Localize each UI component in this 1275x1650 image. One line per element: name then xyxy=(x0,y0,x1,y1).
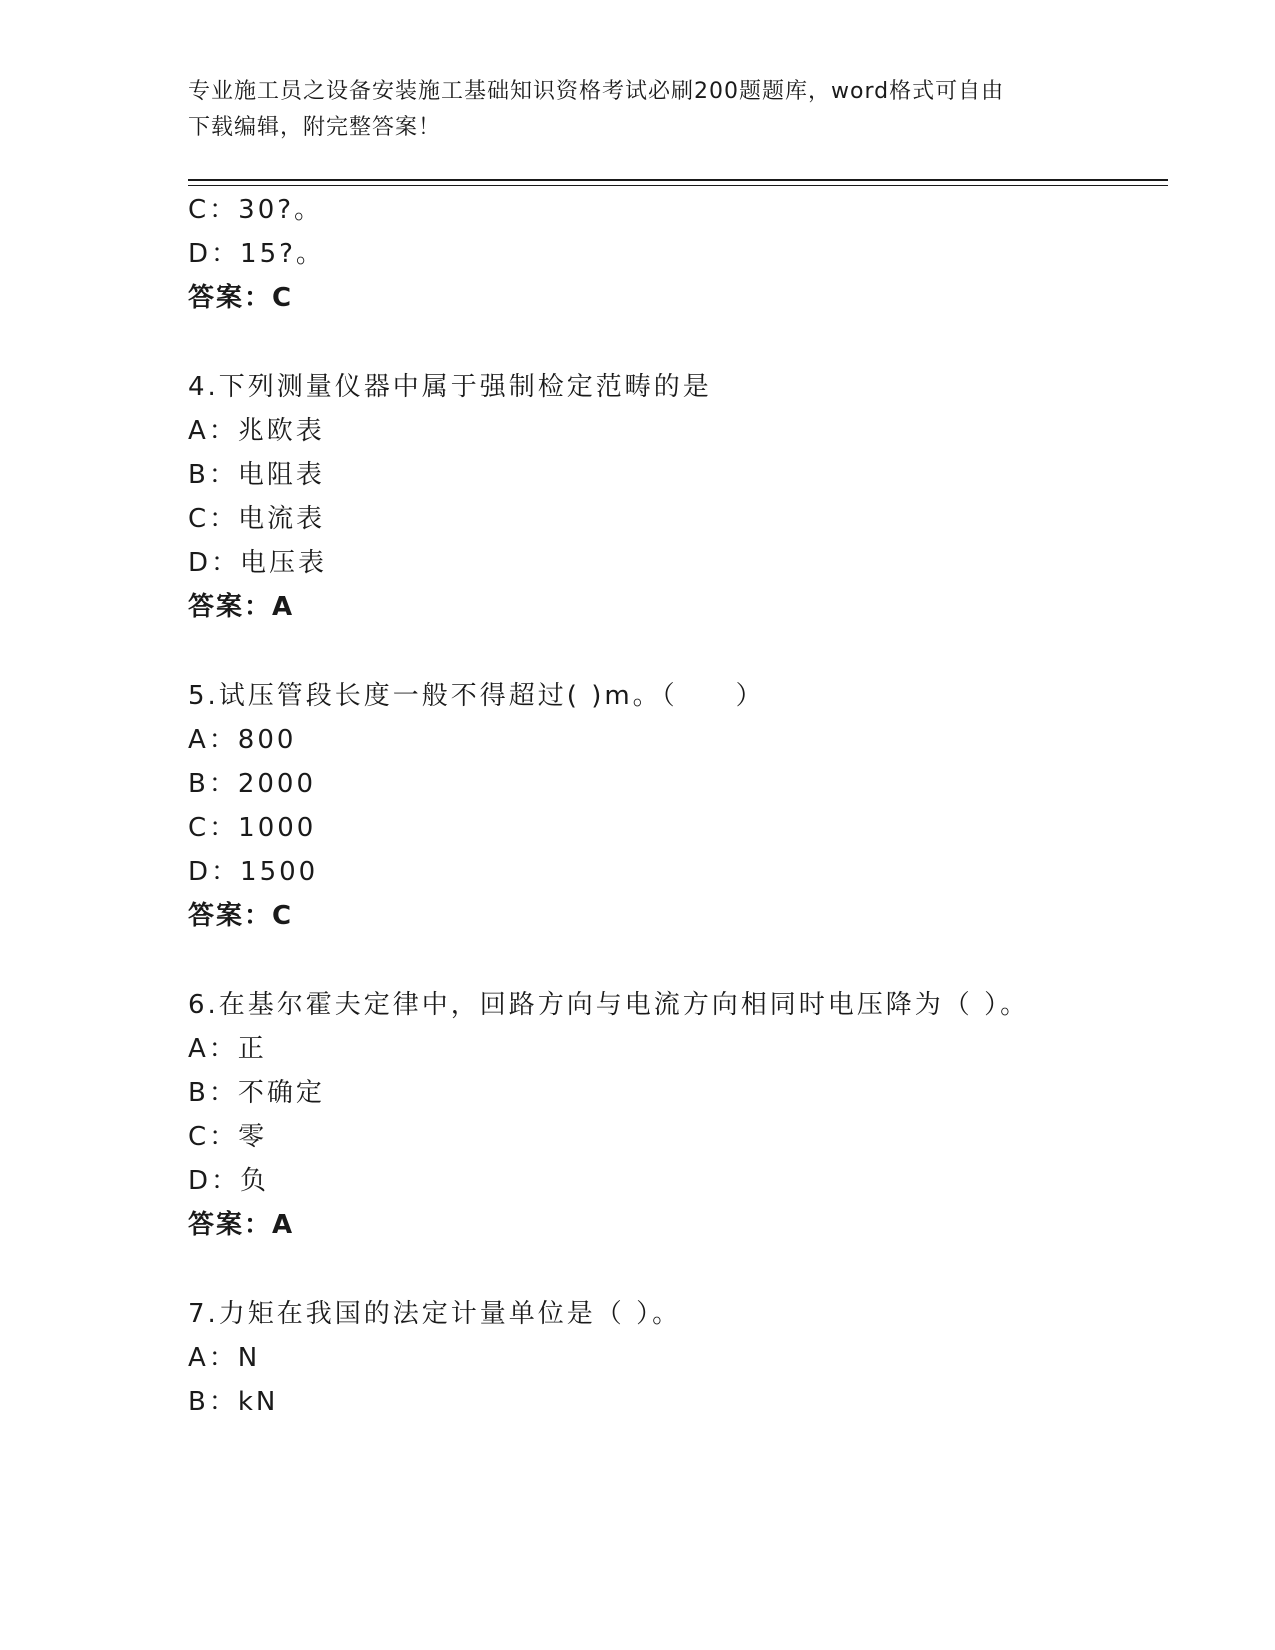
q4-option-a: A：兆欧表 xyxy=(188,416,325,446)
q3-option-d: D：15?。 xyxy=(188,239,325,269)
q6-option-d: D：负 xyxy=(188,1166,270,1196)
q4-answer: 答案：A xyxy=(188,592,295,622)
header-divider-thick xyxy=(188,179,1168,181)
q5-option-c: C：1000 xyxy=(188,813,317,843)
q5-option-a: A：800 xyxy=(188,725,297,755)
q4-option-c: C：电流表 xyxy=(188,504,326,534)
header-divider-thin xyxy=(188,185,1168,186)
q7-option-a: A：N xyxy=(188,1343,261,1373)
header-line-1: 专业施工员之设备安装施工基础知识资格考试必刷200题题库，word格式可自由 xyxy=(188,79,1005,104)
q6-option-c: C：零 xyxy=(188,1122,268,1152)
q6-option-a: A：正 xyxy=(188,1034,267,1064)
header-line-2: 下载编辑，附完整答案！ xyxy=(188,115,442,140)
q5-option-d: D：1500 xyxy=(188,857,319,887)
q4-question: 4.下列测量仪器中属于强制检定范畴的是 xyxy=(188,372,712,402)
q7-question: 7.力矩在我国的法定计量单位是（ ）。 xyxy=(188,1299,682,1329)
q3-answer: 答案：C xyxy=(188,283,294,313)
document-header xyxy=(188,74,1088,146)
q3-option-c: C：30?。 xyxy=(188,195,324,225)
q4-option-d: D：电压表 xyxy=(188,548,328,578)
q6-question: 6.在基尔霍夫定律中，回路方向与电流方向相同时电压降为（ ）。 xyxy=(188,990,1030,1020)
q5-option-b: B：2000 xyxy=(188,769,317,799)
q5-question: 5.试压管段长度一般不得超过( )m。（ ） xyxy=(188,681,765,711)
q6-option-b: B：不确定 xyxy=(188,1078,325,1108)
q6-answer: 答案：A xyxy=(188,1210,295,1240)
q4-option-b: B：电阻表 xyxy=(188,460,325,490)
q7-option-b: B：kN xyxy=(188,1387,279,1417)
q5-answer: 答案：C xyxy=(188,901,294,931)
